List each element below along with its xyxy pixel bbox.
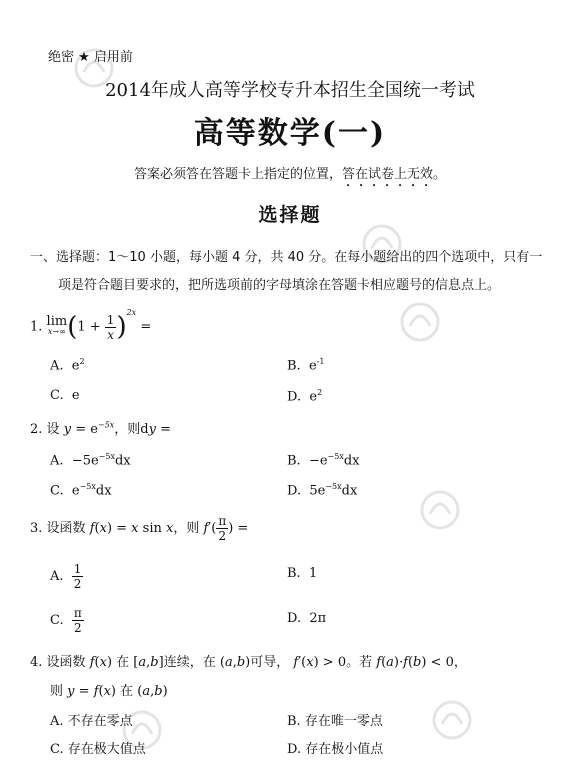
question-4-stem-line-2: 则 y = f(x) 在 (a,b) bbox=[50, 684, 168, 699]
section-instructions-line-1: 一、选择题：1～10 小题，每小题 4 分，共 40 分。在每小题给出的四个选项中，只有一 bbox=[30, 250, 543, 265]
limit-expression: lim x→∞ bbox=[46, 314, 68, 336]
question-4-option-d: D. 存在极小值点 bbox=[287, 742, 384, 757]
section-instructions-line-2: 项是符合题目要求的，把所选项前的字母填涂在答题卡相应题号的信息点上。 bbox=[58, 278, 501, 293]
question-1-option-d: D. $e^2$ bbox=[287, 388, 323, 405]
question-3-option-d: D. 2π bbox=[287, 611, 327, 626]
question-3-stem: 3. 设函数 f(x) = x sin x，则 f′( $\frac{\pi}{2}$ ) = bbox=[30, 514, 249, 543]
question-4-option-c: C. 存在极大值点 bbox=[50, 742, 146, 757]
confidential-marker: 绝密 ★ 启用前 bbox=[48, 50, 133, 65]
question-4-option-a: A. 不存在零点 bbox=[50, 714, 133, 729]
notice-part-2: 答在试卷上无效。 bbox=[342, 167, 447, 182]
watermark-logo-icon bbox=[360, 222, 404, 266]
fraction: $\frac{\pi}{2}$ bbox=[218, 514, 227, 543]
question-3-option-c: C. $\frac{\pi}{2}$ bbox=[50, 606, 82, 635]
watermark-logo-icon bbox=[72, 46, 116, 90]
watermark-logo-icon bbox=[398, 300, 442, 344]
question-1-option-b: B. $e^{-1}$ bbox=[287, 357, 325, 374]
question-3-option-a: A. $\frac{1}{2}$ bbox=[50, 562, 82, 591]
watermark-logo-icon bbox=[430, 698, 474, 742]
question-4-stem-line-1: 4. 设函数 f(x) 在 [a,b]连续，在 (a,b)可导， f′(x) > 0。若 f(a)·f(b) < 0， bbox=[30, 655, 467, 670]
question-2-option-b: B. $-e^{-5x}dx$ bbox=[287, 452, 360, 469]
section-title: 选择题 bbox=[258, 204, 322, 226]
answer-notice bbox=[0, 163, 580, 190]
watermark-logo-icon bbox=[120, 708, 164, 752]
question-2-option-d: D. $5e^{-5x}dx$ bbox=[287, 482, 358, 499]
subject-title: 高等数学(一) bbox=[193, 116, 387, 151]
question-1-option-c: C. e bbox=[50, 388, 80, 403]
question-2-option-a: A. $-5e^{-5x}dx$ bbox=[50, 452, 131, 469]
question-1-option-a: A. $e^2$ bbox=[50, 357, 85, 374]
question-number: 1. bbox=[30, 319, 43, 335]
question-4-option-b: B. 存在唯一零点 bbox=[287, 714, 383, 729]
watermark-logo-icon bbox=[418, 488, 462, 532]
notice-part-1: 答案必须答在答题卡上指定的位置， bbox=[133, 167, 342, 182]
exam-title: 2014年成人高等学校专升本招生全国统一考试 bbox=[105, 80, 475, 101]
question-2-stem: 2. 设 $y = e^{-5x}$，则dy = bbox=[30, 420, 171, 437]
question-2-option-c: C. $e^{-5x}dx$ bbox=[50, 482, 112, 499]
fraction: $\frac{1}{x}$ bbox=[106, 312, 115, 342]
question-3-option-b: B. 1 bbox=[287, 566, 318, 581]
question-1-stem: 1. lim x→∞ (1 + $\frac{1}{x}$ )$^{2x}$ = bbox=[30, 308, 152, 342]
